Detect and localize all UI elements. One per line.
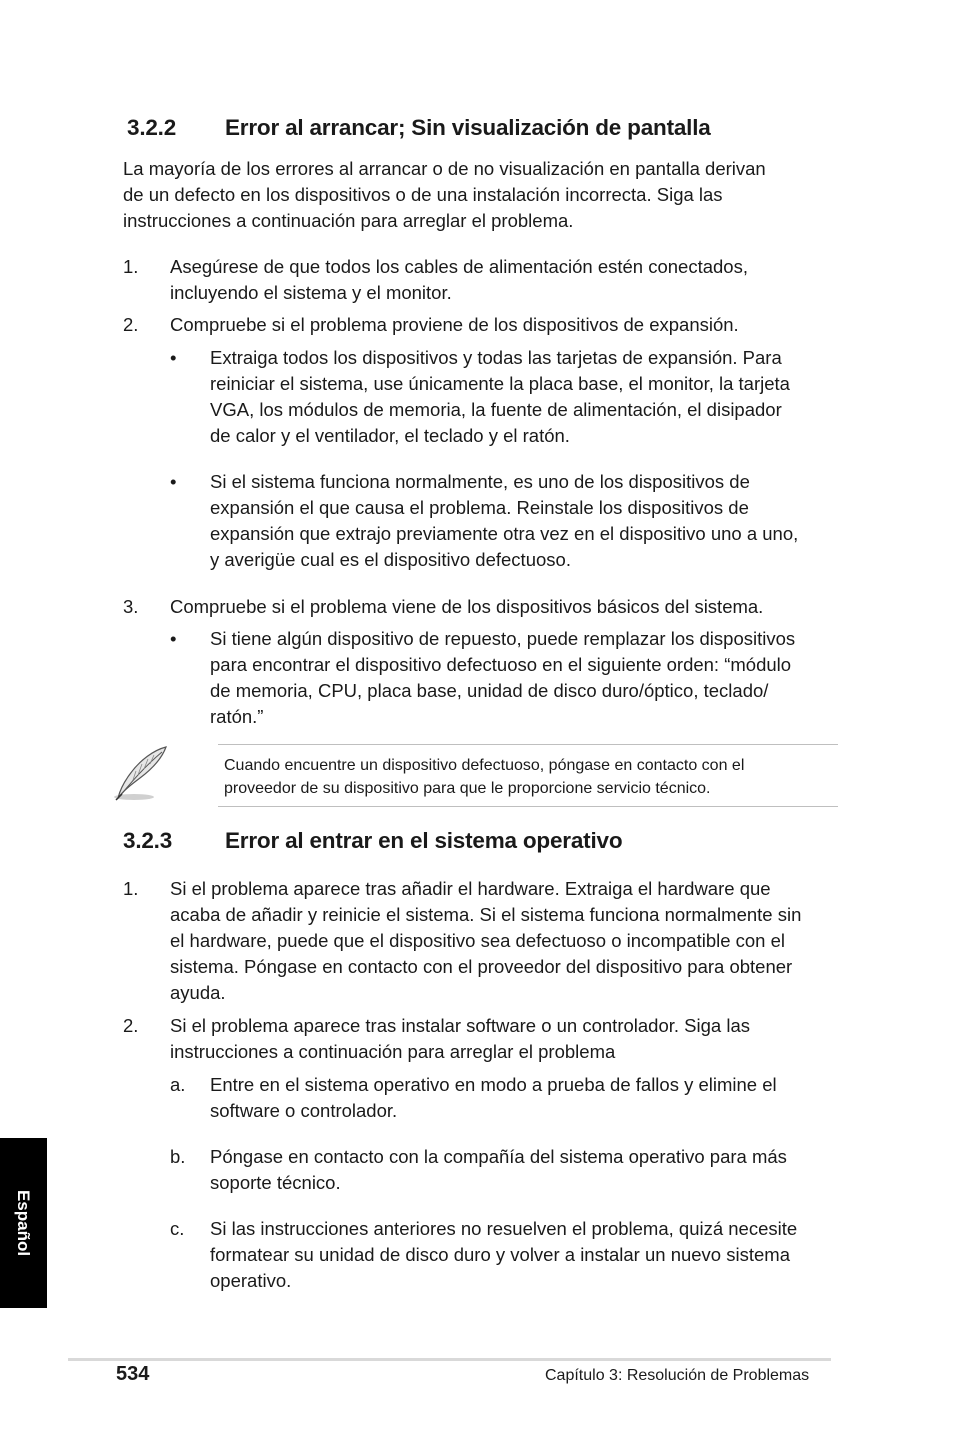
- sub-item-letter: b.: [170, 1146, 186, 1167]
- text-line: el hardware, puede que el dispositivo sea defectuoso o incompatible con el: [170, 930, 786, 951]
- text-line: Si el problema aparece tras añadir el hardware. Extraiga el hardware que: [170, 878, 771, 899]
- text-line: reiniciar el sistema, use únicamente la placa base, el monitor, la tarjeta: [210, 373, 790, 394]
- text-line: ratón.”: [210, 706, 264, 727]
- sub-item-text: [210, 1072, 850, 1124]
- bullet-text: [210, 626, 840, 730]
- text-line: VGA, los módulos de memoria, la fuente de alimentación, el disipador: [210, 399, 782, 420]
- section-number: 3.2.2: [127, 115, 177, 140]
- list-number: 2.: [123, 314, 139, 335]
- list-item-text: [170, 312, 840, 338]
- sub-item-text: [210, 1216, 850, 1294]
- sub-item-letter: a.: [170, 1074, 186, 1095]
- note-top-rule: [218, 744, 838, 745]
- sub-item-letter: c.: [170, 1218, 185, 1239]
- bullet-text: [210, 469, 840, 573]
- language-label-wrap: [6, 1178, 40, 1268]
- text-line: operativo.: [210, 1270, 292, 1291]
- chapter-title: Capítulo 3: Resolución de Problemas: [545, 1367, 810, 1384]
- list-item-text: [170, 254, 840, 306]
- text-line: Cuando encuentre un dispositivo defectuoso, póngase en contacto con el: [224, 757, 745, 774]
- text-line: de un defecto en los dispositivos o de una instalación incorrecta. Siga las: [123, 184, 723, 205]
- text-line: para encontrar el dispositivo defectuoso en el siguiente orden: “módulo: [210, 654, 792, 675]
- text-line: Extraiga todos los dispositivos y todas las tarjetas de expansión. Para: [210, 347, 782, 368]
- section-heading-322: [127, 115, 847, 143]
- text-line: de calor y el ventilador, el teclado y el ratón.: [210, 425, 570, 446]
- text-line: Póngase en contacto con la compañía del sistema operativo para más: [210, 1146, 787, 1167]
- note-bottom-rule: [218, 806, 838, 807]
- text-line: incluyendo el sistema y el monitor.: [170, 282, 452, 303]
- text-line: Entre en el sistema operativo en modo a prueba de fallos y elimine el: [210, 1074, 777, 1095]
- bullet-mark: •: [170, 347, 177, 368]
- text-line: acaba de añadir y reinicie el sistema. Si el sistema funciona normalmente sin: [170, 904, 802, 925]
- section-title: Error al arrancar; Sin visualización de pantalla: [225, 115, 711, 140]
- text-line: La mayoría de los errores al arrancar o de no visualización en pantalla derivan: [123, 158, 766, 179]
- text-line: instrucciones a continuación para arreglar el problema.: [123, 210, 574, 231]
- text-line: de memoria, CPU, placa base, unidad de disco duro/óptico, teclado/: [210, 680, 769, 701]
- intro-paragraph: [123, 156, 843, 234]
- list-item-text: [170, 876, 850, 1006]
- text-line: soporte técnico.: [210, 1172, 341, 1193]
- text-line: Si el problema aparece tras instalar software o un controlador. Siga las: [170, 1015, 750, 1036]
- list-number: 3.: [123, 596, 139, 617]
- list-item-text: [170, 1013, 850, 1065]
- text-line: Si el sistema funciona normalmente, es uno de los dispositivos de: [210, 471, 750, 492]
- bullet-mark: •: [170, 628, 177, 649]
- bullet-mark: •: [170, 471, 177, 492]
- text-line: Compruebe si el problema viene de los dispositivos básicos del sistema.: [170, 596, 764, 617]
- list-number: 2.: [123, 1015, 139, 1036]
- text-line: formatear su unidad de disco duro y volver a instalar un nuevo sistema: [210, 1244, 790, 1265]
- section-heading-323: [123, 828, 843, 856]
- bullet-text: [210, 345, 840, 449]
- text-line: Compruebe si el problema proviene de los dispositivos de expansión.: [170, 314, 739, 335]
- section-number: 3.2.3: [123, 828, 173, 853]
- text-line: sistema. Póngase en contacto con el proveedor del dispositivo para obtener: [170, 956, 793, 977]
- text-line: Asegúrese de que todos los cables de alimentación estén conectados,: [170, 256, 748, 277]
- list-item-text: [170, 594, 840, 620]
- section-title: Error al entrar en el sistema operativo: [225, 828, 623, 853]
- text-line: expansión que extrajo previamente otra vez en el dispositivo uno a uno,: [210, 523, 799, 544]
- language-label: Español: [14, 1189, 33, 1257]
- text-line: Si las instrucciones anteriores no resuelven el problema, quizá necesite: [210, 1218, 798, 1239]
- text-line: software o controlador.: [210, 1100, 398, 1121]
- footer-rule: [68, 1358, 831, 1361]
- text-line: instrucciones a continuación para arreglar el problema: [170, 1041, 616, 1062]
- text-line: ayuda.: [170, 982, 226, 1003]
- note-text: [224, 754, 834, 800]
- text-line: expansión el que causa el problema. Reinstale los dispositivos de: [210, 497, 749, 518]
- sub-item-text: [210, 1144, 850, 1196]
- text-line: Si tiene algún dispositivo de repuesto, puede remplazar los dispositivos: [210, 628, 796, 649]
- quill-pen-icon: [110, 744, 172, 802]
- text-line: proveedor de su dispositivo para que le proporcione servicio técnico.: [224, 780, 711, 797]
- text-line: y averigüe cual es el dispositivo defectuoso.: [210, 549, 571, 570]
- list-number: 1.: [123, 256, 139, 277]
- page-number: 534: [116, 1363, 150, 1385]
- list-number: 1.: [123, 878, 139, 899]
